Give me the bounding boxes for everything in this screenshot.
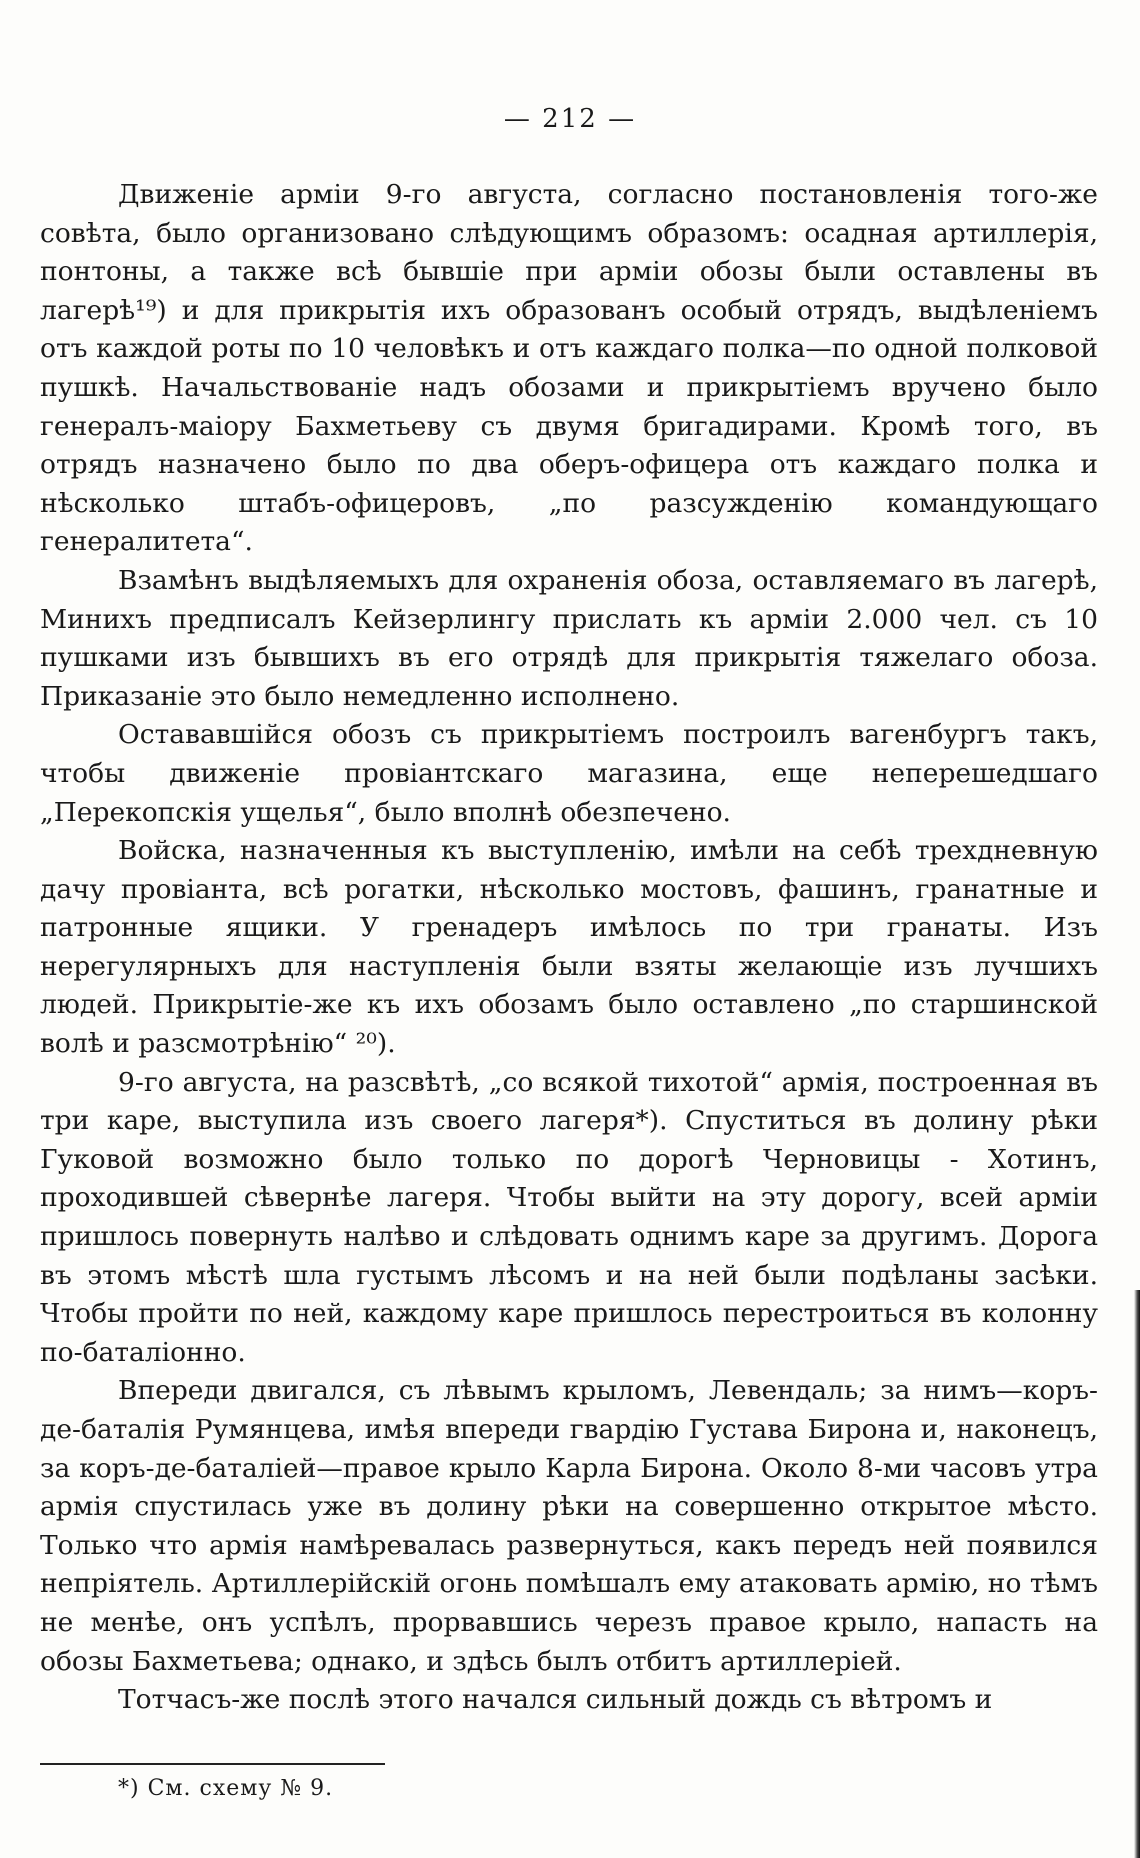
paragraph-6: Впереди двигался, съ лѣвымъ крыломъ, Левендаль; за нимъ—коръ-де-баталія Румянцева, имѣя впереди гвардію Густава Бирона и, наконецъ, за коръ-де-баталіей—правое крыло Карла Бирона. Около 8-ми часовъ утра армія спустилась уже въ долину рѣки на совершенно открытое мѣсто. Только что армія намѣревалась развернуться, какъ передъ ней появился непріятель. Артиллерійскій огонь помѣшалъ ему атаковать армію, но тѣмъ не менѣе, онъ успѣлъ, прорвавшись черезъ правое крыло, напасть на обозы Бахметьева; однако, и здѣсь былъ отбитъ артиллеріей. bbox=[40, 1375, 1098, 1677]
body-text bbox=[40, 176, 1098, 1720]
paragraph-3: Остававшійся обозъ съ прикрытіемъ построилъ вагенбургъ такъ, чтобы движеніе провіантскаго магазина, еще неперешедшаго „Перекопскія ущелья“, было вполнѣ обезпечено. bbox=[40, 719, 1098, 828]
page-edge-shadow bbox=[1134, 1290, 1140, 1858]
paragraph-1: Движеніе арміи 9-го августа, согласно постановленія того-же совѣта, было организовано слѣдующимъ образомъ: осадная артиллерія, понтоны, а также всѣ бывшіе при арміи обозы были оставлены въ лагерѣ¹⁹) и для прикрытія ихъ образованъ особый отрядъ, выдѣленіемъ отъ каждой роты по 10 человѣкъ и отъ каждаго полка—по одной полковой пушкѣ. Начальствованіе надъ обозами и прикрытіемъ вручено было генералъ-маіору Бахметьеву съ двумя бригадирами. Кромѣ того, въ отрядъ назначено было по два оберъ-офицера отъ каждаго полка и нѣсколько штабъ-офицеровъ, „по разсужденію командующаго генералитета“. bbox=[40, 179, 1098, 558]
paragraph-5: 9-го августа, на разсвѣтѣ, „со всякой тихотой“ армія, построенная въ три каре, выступила изъ своего лагеря*). Спуститься въ долину рѣки Гуковой возможно было только по дорогѣ Черновицы - Хотинъ, проходившей сѣвернѣе лагеря. Чтобы выйти на эту дорогу, всей арміи пришлось повернуть налѣво и слѣдовать однимъ каре за другимъ. Дорога въ этомъ мѣстѣ шла густымъ лѣсомъ и на ней были подѣланы засѣки. Чтобы пройти по ней, каждому каре пришлось перестроиться въ колонну по-баталіонно. bbox=[40, 1066, 1098, 1368]
footnote-divider bbox=[40, 1763, 385, 1765]
paragraph-2: Взамѣнъ выдѣляемыхъ для охраненія обоза, оставляемаго въ лагерѣ, Минихъ предписалъ Кейзерлингу прислать къ арміи 2.000 чел. съ 10 пушками изъ бывшихъ въ его отрядѣ для прикрытія тяжелаго обоза. Приказаніе это было немедленно исполнено. bbox=[40, 564, 1098, 712]
paragraph-4: Войска, назначенныя къ выступленію, имѣли на себѣ трехдневную дачу провіанта, всѣ рогатки, нѣсколько мостовъ, фашинъ, гранатные и патронные ящики. У гренадеръ имѣлось по три гранаты. Изъ нерегулярныхъ для наступленія были взяты желающіе изъ лучшихъ людей. Прикрытіе-же къ ихъ обозамъ было оставлено „по старшинской волѣ и разсмотрѣнію“ ²⁰). bbox=[40, 835, 1098, 1060]
footnote: *) См. схему № 9. bbox=[118, 1776, 334, 1801]
paragraph-7: Тотчасъ-же послѣ этого начался сильный дождь съ вѣтромъ и bbox=[118, 1684, 993, 1716]
page-number: — 212 — bbox=[503, 104, 637, 134]
